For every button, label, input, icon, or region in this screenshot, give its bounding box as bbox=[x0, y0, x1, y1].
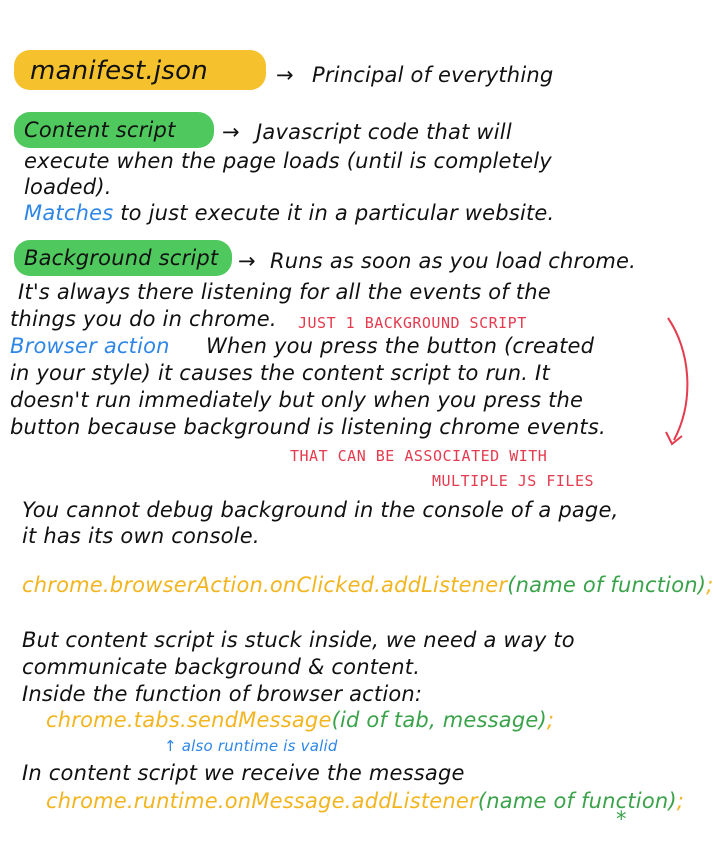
manifest-description: Principal of everything bbox=[312, 63, 554, 87]
manifest-label: manifest.json bbox=[30, 56, 208, 86]
multiple-js-note-line2: MULTIPLE JS FILES bbox=[432, 472, 595, 490]
browser-action-label: Browser action bbox=[10, 334, 170, 358]
runtime-valid-note: ↑ also runtime is valid bbox=[164, 737, 338, 755]
background-script-arrow: → bbox=[238, 249, 256, 273]
on-message-code bbox=[46, 788, 684, 814]
debug-note-line1: You cannot debug background in the console of a page, bbox=[22, 498, 619, 522]
content-script-line2: execute when the page loads (until is completely bbox=[24, 149, 552, 173]
browser-action-listener-end: ; bbox=[706, 573, 713, 597]
matches-rest: to just execute it in a particular website. bbox=[113, 201, 555, 225]
on-message-args: (name of function) bbox=[477, 789, 677, 813]
send-message-args: (id of tab, message) bbox=[331, 708, 547, 732]
browser-action-listener-code bbox=[22, 572, 713, 598]
send-message-end: ; bbox=[546, 708, 555, 732]
matches-keyword: Matches bbox=[24, 201, 114, 225]
manifest-arrow: → bbox=[276, 63, 294, 87]
browser-action-listener-args: (name of function) bbox=[507, 573, 707, 597]
just-one-background-note: JUST 1 BACKGROUND SCRIPT bbox=[298, 314, 527, 332]
communicate-line2: communicate background & content. bbox=[22, 655, 421, 679]
background-script-line3: things you do in chrome. bbox=[10, 307, 277, 331]
content-script-line3: loaded). bbox=[24, 175, 112, 199]
background-script-line1: Runs as soon as you load chrome. bbox=[270, 249, 637, 273]
debug-note-line2: it has its own console. bbox=[22, 524, 260, 548]
on-message-call: chrome.runtime.onMessage.addListener bbox=[46, 789, 478, 813]
browser-action-line3: doesn't run immediately but only when you press the bbox=[10, 388, 584, 412]
matches-line bbox=[24, 200, 554, 226]
background-script-label: Background script bbox=[24, 246, 219, 270]
star-icon: * bbox=[616, 807, 627, 831]
browser-action-line1: When you press the button (created bbox=[206, 334, 595, 358]
communicate-line3: Inside the function of browser action: bbox=[22, 682, 423, 706]
content-script-line1: Javascript code that will bbox=[256, 120, 512, 144]
multiple-js-note-line1: THAT CAN BE ASSOCIATED WITH bbox=[290, 447, 548, 465]
receive-line: In content script we receive the message bbox=[22, 761, 465, 785]
send-message-call: chrome.tabs.sendMessage bbox=[46, 708, 332, 732]
browser-action-line2: in your style) it causes the content script to run. It bbox=[10, 361, 550, 385]
on-message-end: ; bbox=[676, 789, 685, 813]
communicate-line1: But content script is stuck inside, we need a way to bbox=[22, 628, 575, 652]
send-message-code bbox=[46, 707, 554, 733]
content-script-arrow: → bbox=[222, 120, 240, 144]
background-script-line2: It's always there listening for all the events of the bbox=[18, 280, 551, 304]
browser-action-listener-call: chrome.browserAction.onClicked.addListener bbox=[22, 573, 508, 597]
browser-action-line4: button because background is listening chrome events. bbox=[10, 415, 606, 439]
content-script-label: Content script bbox=[24, 118, 176, 142]
